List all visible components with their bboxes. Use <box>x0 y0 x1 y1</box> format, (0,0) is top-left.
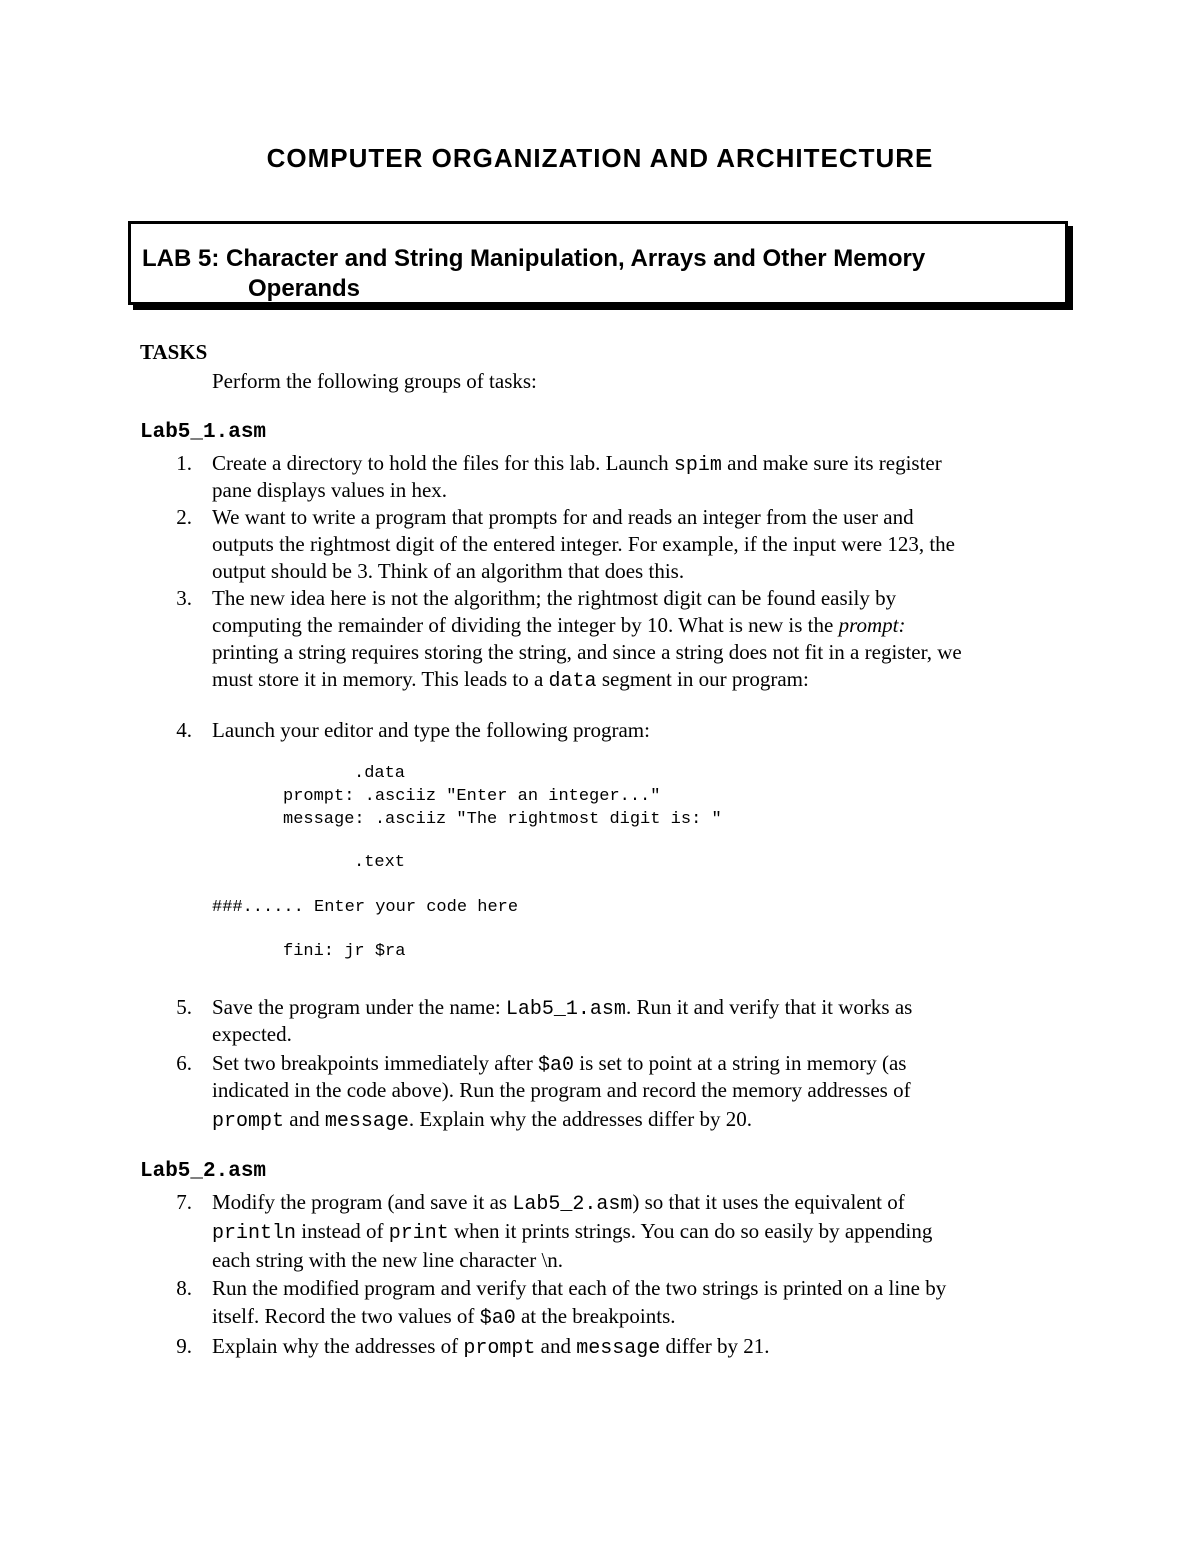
item-number-6: 6. <box>176 1051 192 1075</box>
lab-title-line1: LAB 5: Character and String Manipulation, Arrays and Other Memory <box>142 245 926 272</box>
item-7-line-3: each string with the new line character \n. <box>212 1248 564 1272</box>
code-line-prompt: prompt: .asciiz "Enter an integer..." <box>283 787 661 806</box>
item-1-line-1: Create a directory to hold the files for this lab. Launch spim and make sure its register <box>212 451 942 477</box>
lab5-1-heading: Lab5_1.asm <box>140 421 267 444</box>
item-number-1: 1. <box>176 451 192 475</box>
item-2-line-2: outputs the rightmost digit of the entered integer. For example, if the input were 123, the <box>212 532 955 556</box>
lab5-2-heading: Lab5_2.asm <box>140 1160 267 1183</box>
lab-title-line2: Operands <box>248 275 361 302</box>
item-number-5: 5. <box>176 995 192 1019</box>
tasks-intro: Perform the following groups of tasks: <box>212 369 537 393</box>
item-9-line-1: Explain why the addresses of prompt and message differ by 21. <box>212 1334 770 1360</box>
code-line-data: .data <box>354 764 406 783</box>
item-8-line-2: itself. Record the two values of $a0 at the breakpoints. <box>212 1304 676 1330</box>
code-line-fini: fini: jr $ra <box>283 942 406 961</box>
item-7-line-2: println instead of print when it prints strings. You can do so easily by appending <box>212 1219 933 1245</box>
item-3-line-2: computing the remainder of dividing the integer by 10. What is new is the prompt: <box>212 613 906 637</box>
item-1-line-2: pane displays values in hex. <box>212 478 448 502</box>
item-3-line-1: The new idea here is not the algorithm; the rightmost digit can be found easily by <box>212 586 897 610</box>
item-6-line-1: Set two breakpoints immediately after $a0 is set to point at a string in memory (as <box>212 1051 907 1077</box>
item-number-9: 9. <box>176 1334 192 1358</box>
item-number-2: 2. <box>176 505 192 529</box>
item-number-3: 3. <box>176 586 192 610</box>
item-5-line-1: Save the program under the name: Lab5_1.asm. Run it and verify that it works as <box>212 995 913 1021</box>
item-3-line-3: printing a string requires storing the string, and since a string does not fit in a register, we <box>212 640 962 664</box>
item-number-4: 4. <box>176 718 192 742</box>
tasks-heading: TASKS <box>140 340 208 364</box>
code-line-message: message: .asciiz "The rightmost digit is: " <box>283 810 722 829</box>
item-2-line-1: We want to write a program that prompts for and reads an integer from the user and <box>212 505 914 529</box>
document-title: COMPUTER ORGANIZATION AND ARCHITECTURE <box>266 143 934 173</box>
item-5-line-2: expected. <box>212 1022 292 1046</box>
item-number-7: 7. <box>176 1190 192 1214</box>
item-6-line-3: prompt and message. Explain why the addresses differ by 20. <box>212 1107 752 1133</box>
item-8-line-1: Run the modified program and verify that each of the two strings is printed on a line by <box>212 1276 947 1300</box>
code-line-text: .text <box>354 853 406 872</box>
item-7-line-1: Modify the program (and save it as Lab5_2.asm) so that it uses the equivalent of <box>212 1190 905 1216</box>
item-number-8: 8. <box>176 1276 192 1300</box>
item-3-line-4: must store it in memory. This leads to a data segment in our program: <box>212 667 809 693</box>
item-6-line-2: indicated in the code above). Run the program and record the memory addresses of <box>212 1078 911 1102</box>
code-line-comment: ###...... Enter your code here <box>212 898 519 917</box>
item-2-line-3: output should be 3. Think of an algorithm that does this. <box>212 559 685 583</box>
item-4-line-1: Launch your editor and type the following program: <box>212 718 650 742</box>
